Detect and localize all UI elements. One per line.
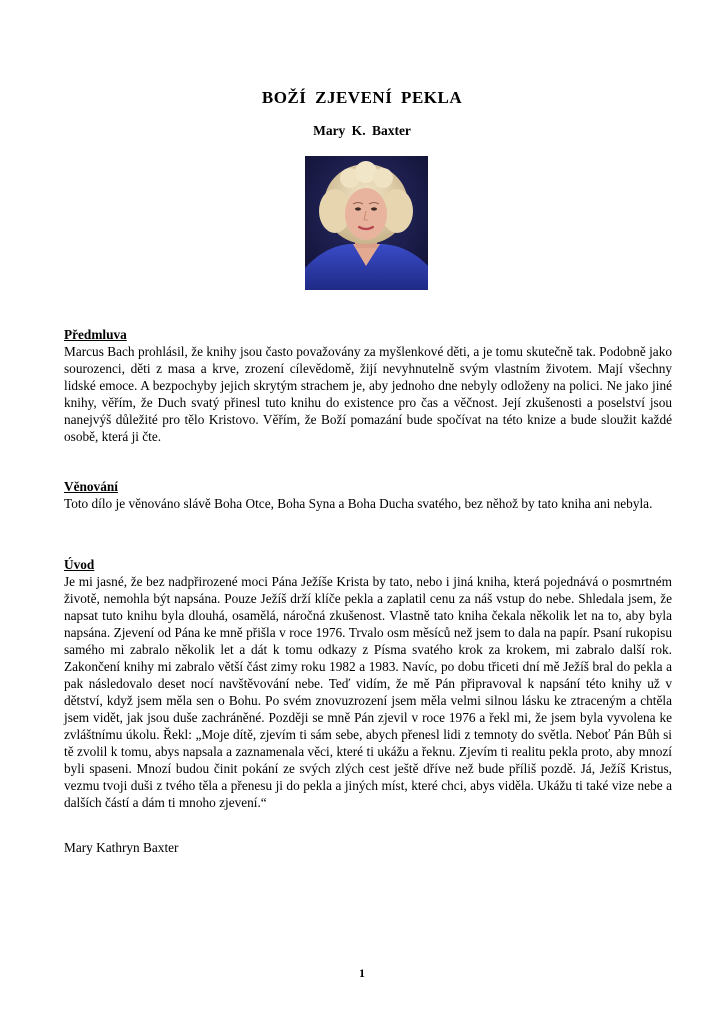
dedication-heading: Věnování [64, 479, 118, 494]
preface-heading: Předmluva [64, 327, 127, 342]
introduction-section [64, 556, 672, 811]
page-number: 1 [359, 966, 365, 980]
dedication-section [64, 478, 672, 512]
author-photo [305, 156, 428, 290]
introduction-heading: Úvod [64, 557, 95, 572]
document-title: BOŽÍ ZJEVENÍ PEKLA [261, 88, 463, 107]
introduction-text: Je mi jasné, že bez nadpřirozené moci Pána Ježíše Krista by tato, nebo i jiná kniha, která pojednává o posmrtném životě, nemohla být napsána. Pouze Ježíš drží klíče pekla a zaplatil cenu za náš vstup do nebe. Shledala jsem, že napsat tuto knihu byla dlouhá, osamělá, náročná zkušenost. Vlastně tato kniha čekala několik let na to, aby byla napsána. Zjevení od Pána ke mně přišla v roce 1976. Trvalo osm měsíců než jsem to dala na papír. Psaní rukopisu samého mi zabralo několik let a dát k tomu odkazy z Písma svatého krok za krokem, mi zabralo další rok. Zakončení knihy mi zabralo větší část zimy roku 1982 a 1983. Navíc, po dobu třiceti dní mě Ježíš bral do pekla a pak následovalo deset nocí navštěvování nebe. Teď vidím, že mě Pán připravoval k napsání této knihy už v dětství, když jsem měla sen o Bohu. Po svém znovuzrození jsem měla velmi silnou lásku ke ztraceným a chtěla jsem vidět, jak jsou duše zachráněné. Později se mně Pán zjevil v roce 1976 a řekl mi, že jsem byla vyvolena ke zvláštnímu úkolu. Řekl: „Moje dítě, zjevím ti sám sebe, abych přenesl lidi z temnoty do světla. Neboť Pán Bůh si tě zvolil k tomu, abys napsala a zaznamenala věci, které ti ukážu a řeknu. Zjevím ti realitu pekla proto, aby mnozí byli spaseni. Mnozí budou činit pokání ze svých zlých cest ještě dříve než bude příliš pozdě. Já, Ježíš Kristus, vezmu tvoji duši z tvého těla a přenesu ji do pekla a jiných míst, které chci, abys viděla. Ukážu ti také vize nebe a dalších částí a dám ti mnoho zjevení.“ [64, 574, 672, 810]
author-signature: Mary Kathryn Baxter [64, 840, 179, 855]
author-portrait-image [305, 156, 428, 290]
preface-text: Marcus Bach prohlásil, že knihy jsou často považovány za myšlenkové děti, a je tomu skutečně tak. Podobně jako sourozenci, děti z masa a krve, zrození cílevědomě, žijí nevyhnutelně svým vlastním životem. Mají všechny lidské emoce. A bezpochyby jejich skrytým strachem je, aby jednoho dne nebyly odloženy na polici. Ne jako jiné knihy, věřím, že Duch svatý přinesl tuto knihu do existence pro čas a věčnost. Její zkušenosti a poselství jsou nanejvýš důležité pro tělo Kristovo. Věřím, že Boží pomazání bude spočívat na této knize a bude sloužit každé osobě, která ji čte. [64, 344, 672, 444]
preface-section [64, 326, 672, 445]
dedication-text: Toto dílo je věnováno slávě Boha Otce, Boha Syna a Boha Ducha svatého, bez něhož by tato kniha ani nebyla. [64, 496, 653, 511]
document-author: Mary K. Baxter [313, 123, 411, 138]
